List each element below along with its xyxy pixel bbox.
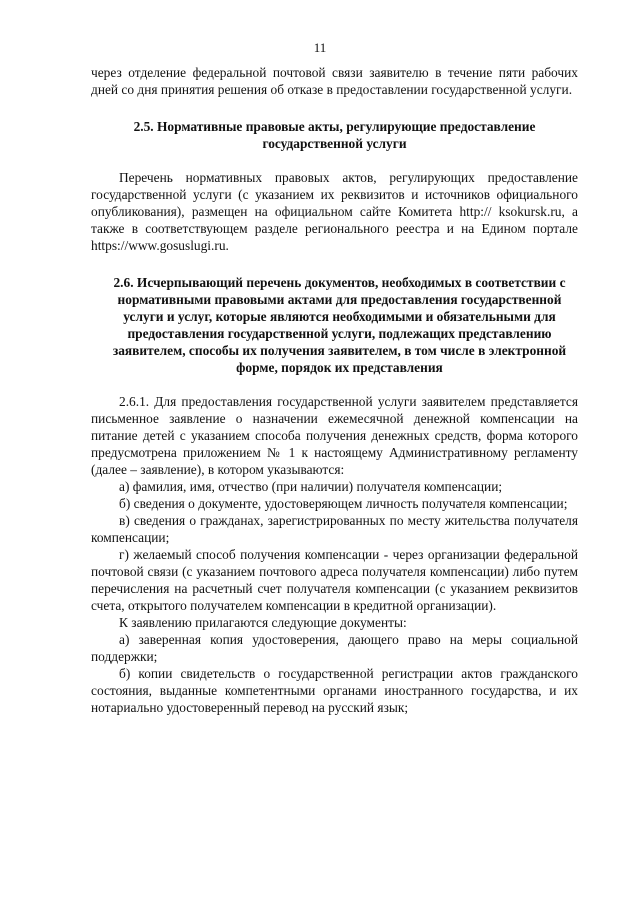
list-item: г) желаемый способ получения компенсации - через организации федеральной почтовой связи (с указанием почтового адреса получателя компенсации) либо путем перечисления на расчетный счет получателя компенсации (с указанием реквизитов счета, открытого получателем компенсации в кредитной организации).: [91, 547, 578, 613]
section-2-6-heading: 2.6. Исчерпывающий перечень документов, необходимых в соответствии с нормативными правовыми актами для предоставления государственной услуги и услуг, которые являются необходимыми и обязательными для предоставления государственной услуги, подлежащих представлению заявителем, способы их получения заявителем, в том числе в электронной форме, порядок их представления: [112, 275, 567, 375]
section-intro-paragraph: через отделение федеральной почтовой связи заявителю в течение пяти рабочих дней со дня принятия решения об отказе в предоставлении государственной услуги.: [91, 65, 578, 97]
section-2-5-heading-line1: 2.5. Нормативные правовые акты, регулирующие предоставление: [133, 119, 536, 134]
list-item: в) сведения о гражданах, зарегистрированных по месту жительства получателя компенсации;: [91, 513, 578, 545]
attachments-list: [91, 631, 578, 716]
document-body: [91, 64, 578, 716]
paragraph-2-6-1: 2.6.1. Для предоставления государственной услуги заявителем представляется письменное заявление о назначении ежемесячной денежной компенсации на питание детей с указанием способа получения денежных средств, форма которого предусмотрена приложением № 1 к настоящему Административному регламенту (далее – заявление), в котором указываются:: [91, 394, 578, 477]
list-item: б) сведения о документе, удостоверяющем личность получателя компенсации;: [119, 496, 568, 511]
list-item: а) фамилия, имя, отчество (при наличии) получателя компенсации;: [119, 479, 503, 494]
section-2-5-body: Перечень нормативных правовых актов, регулирующих предоставление государственной услуги (с указанием их реквизитов и источников официального опубликования), размещен на официальном сайте Комитета http:// ksokursk.ru, а также в соответствующем разделе регионального реестра и на Едином портале https://www.gosuslugi.ru.: [91, 170, 578, 253]
list-item: б) копии свидетельств о государственной регистрации актов гражданского состояния, выданные компетентными органами иностранного государства, и их нотариально удостоверенный перевод на русский язык;: [91, 666, 578, 715]
list-item: а) заверенная копия удостоверения, дающего право на меры социальной поддержки;: [91, 632, 578, 664]
section-2-5-heading: [91, 118, 578, 152]
attachments-intro: К заявлению прилагаются следующие документы:: [119, 615, 407, 630]
requirements-list: [91, 478, 578, 614]
section-2-5-heading-line2: государственной услуги: [262, 136, 407, 151]
page-number: 11: [313, 40, 327, 55]
